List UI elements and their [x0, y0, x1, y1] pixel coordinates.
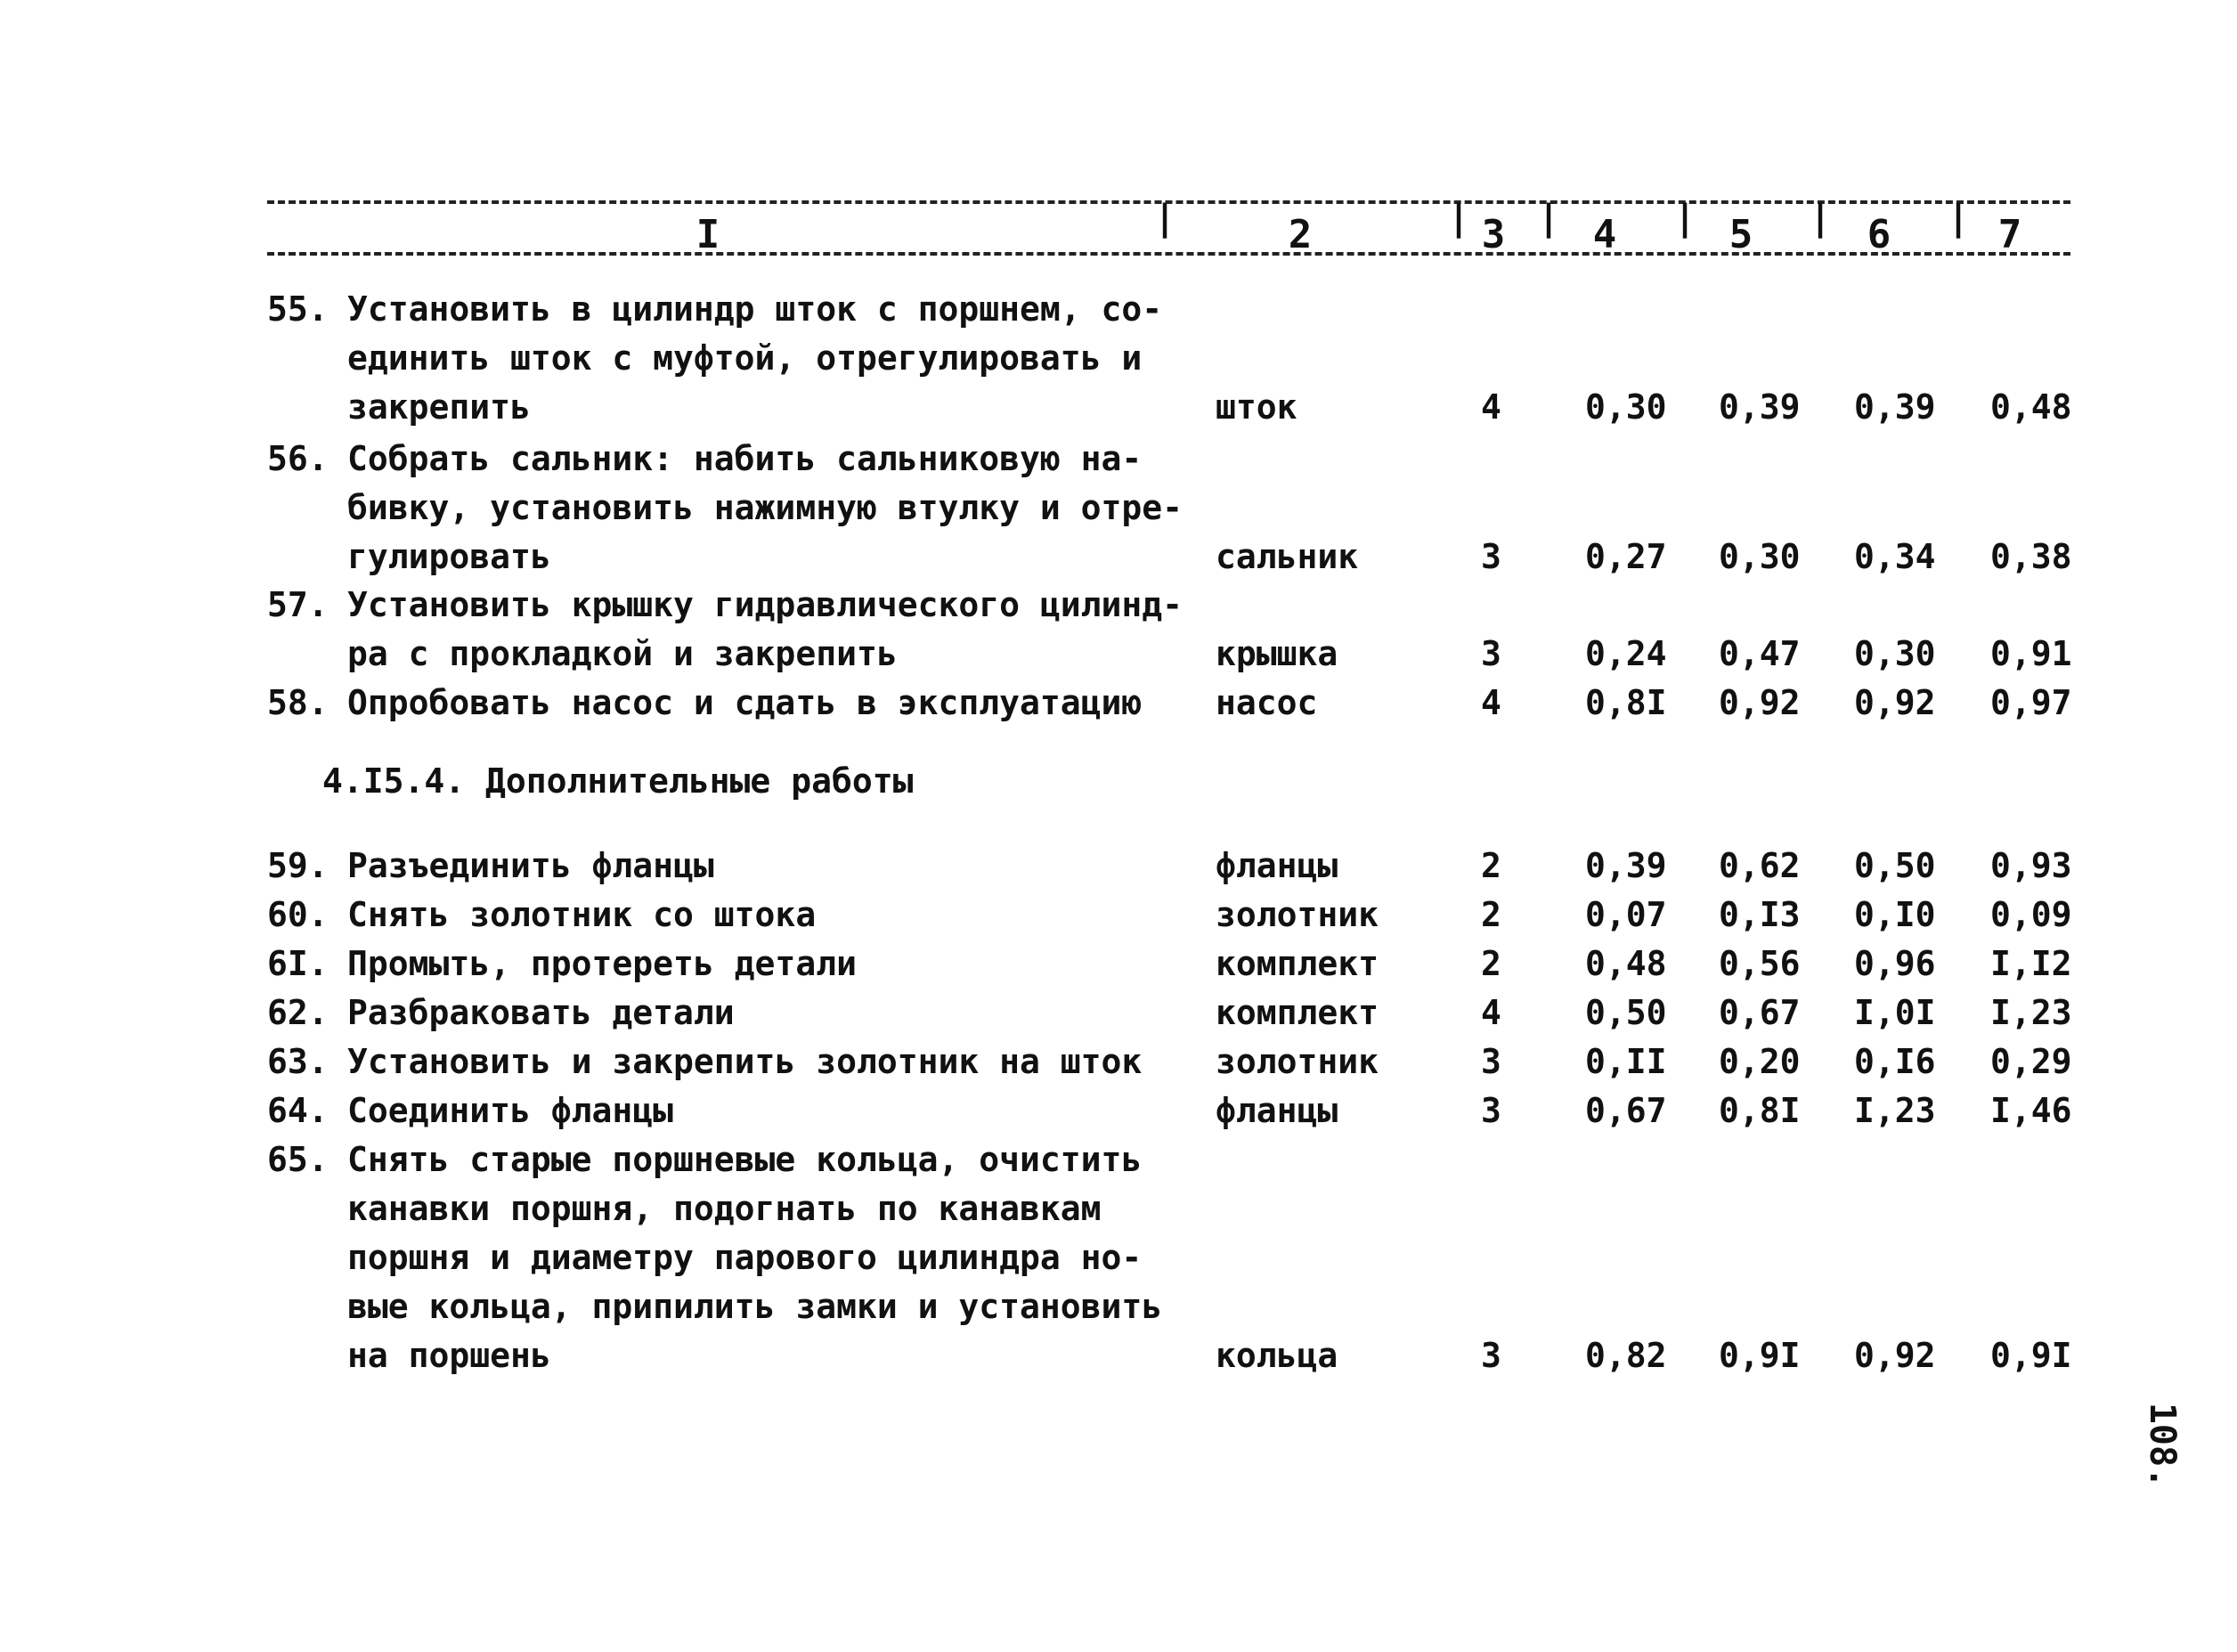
- value-col-4: 0,82: [1585, 1336, 1667, 1375]
- description-line: Разъединить фланцы: [347, 846, 714, 885]
- value-col-5: 0,I3: [1719, 895, 1801, 934]
- value-col-5: 0,56: [1719, 944, 1801, 983]
- header-col-4: 4: [1592, 212, 1617, 257]
- unit-cell: фланцы: [1216, 1091, 1338, 1130]
- count-cell: 4: [1481, 683, 1501, 722]
- row-number: 56.: [267, 439, 329, 478]
- row-description: [347, 989, 1149, 1038]
- row-description: [347, 940, 1149, 989]
- value-col-7: 0,09: [1990, 895, 2072, 934]
- count-cell: 2: [1481, 944, 1501, 983]
- description-line: Снять золотник со штока: [347, 895, 817, 934]
- value-col-4: 0,24: [1585, 634, 1667, 673]
- header-separator: |: [1674, 198, 1696, 239]
- row-number: 64.: [267, 1091, 329, 1130]
- page-number: 108.: [2142, 1402, 2184, 1489]
- value-col-7: 0,91: [1990, 634, 2072, 673]
- row-number: 63.: [267, 1042, 329, 1081]
- count-cell: 3: [1481, 1336, 1501, 1375]
- header-col-2: 2: [1288, 212, 1313, 257]
- description-line: Собрать сальник: набить сальниковую на-: [347, 439, 1143, 478]
- unit-cell: комплект: [1216, 993, 1379, 1032]
- description-line: гулировать: [347, 537, 551, 576]
- value-col-6: I,0I: [1854, 993, 1936, 1032]
- row-number: 60.: [267, 895, 329, 934]
- row-description: [347, 1086, 1149, 1135]
- value-col-7: 0,29: [1990, 1042, 2072, 1081]
- value-col-7: 0,93: [1990, 846, 2072, 885]
- value-col-6: 0,34: [1854, 537, 1936, 576]
- row-description: [347, 1135, 1163, 1380]
- header-col-7: 7: [1997, 212, 2022, 257]
- value-col-4: 0,II: [1585, 1042, 1667, 1081]
- value-col-5: 0,9I: [1719, 1336, 1801, 1375]
- value-col-6: 0,50: [1854, 846, 1936, 885]
- value-col-7: 0,38: [1990, 537, 2072, 576]
- value-col-5: 0,39: [1719, 387, 1801, 427]
- value-col-4: 0,48: [1585, 944, 1667, 983]
- header-col-5: 5: [1729, 212, 1753, 257]
- value-col-7: I,23: [1990, 993, 2072, 1032]
- row-number: 58.: [267, 683, 329, 722]
- description-line: единить шток с муфтой, отрегулировать и: [347, 338, 1143, 378]
- value-col-6: 0,I6: [1854, 1042, 1936, 1081]
- count-cell: 3: [1481, 1091, 1501, 1130]
- count-cell: 3: [1481, 537, 1501, 576]
- value-col-5: 0,92: [1719, 683, 1801, 722]
- value-col-5: 0,8I: [1719, 1091, 1801, 1130]
- value-col-5: 0,47: [1719, 634, 1801, 673]
- unit-cell: золотник: [1216, 895, 1379, 934]
- value-col-4: 0,07: [1585, 895, 1667, 934]
- description-line: Промыть, протереть детали: [347, 944, 857, 983]
- unit-cell: комплект: [1216, 944, 1379, 983]
- row-description: [347, 891, 1149, 940]
- value-col-6: 0,92: [1854, 1336, 1936, 1375]
- value-col-5: 0,67: [1719, 993, 1801, 1032]
- row-number: 55.: [267, 289, 329, 329]
- description-line: Установить и закрепить золотник на шток: [347, 1042, 1143, 1081]
- value-col-6: 0,39: [1854, 387, 1936, 427]
- row-description: [347, 285, 1163, 432]
- value-col-7: I,I2: [1990, 944, 2072, 983]
- row-description: [347, 581, 1183, 679]
- count-cell: 2: [1481, 895, 1501, 934]
- value-col-7: 0,97: [1990, 683, 2072, 722]
- header-separator: |: [1154, 198, 1176, 239]
- count-cell: 2: [1481, 846, 1501, 885]
- value-col-4: 0,67: [1585, 1091, 1667, 1130]
- value-col-6: 0,96: [1854, 944, 1936, 983]
- row-description: [347, 679, 1149, 728]
- count-cell: 3: [1481, 1042, 1501, 1081]
- value-col-5: 0,30: [1719, 537, 1801, 576]
- header-separator: |: [1538, 198, 1560, 239]
- row-description: [347, 842, 1149, 891]
- unit-cell: фланцы: [1216, 846, 1338, 885]
- value-col-7: 0,9I: [1990, 1336, 2072, 1375]
- unit-cell: крышка: [1216, 634, 1338, 673]
- description-line: поршня и диаметру парового цилиндра но-: [347, 1238, 1143, 1277]
- value-col-4: 0,27: [1585, 537, 1667, 576]
- value-col-4: 0,30: [1585, 387, 1667, 427]
- description-line: Соединить фланцы: [347, 1091, 674, 1130]
- description-line: Установить крышку гидравлического цилинд-: [347, 585, 1183, 624]
- unit-cell: кольца: [1216, 1336, 1338, 1375]
- table-header-bottom-rule: [267, 252, 2070, 256]
- value-col-5: 0,20: [1719, 1042, 1801, 1081]
- description-line: Установить в цилиндр шток с поршнем, со-: [347, 289, 1163, 329]
- row-number: 57.: [267, 585, 329, 624]
- value-col-6: 0,I0: [1854, 895, 1936, 934]
- row-number: 6I.: [267, 944, 329, 983]
- description-line: закрепить: [347, 387, 531, 427]
- value-col-6: I,23: [1854, 1091, 1936, 1130]
- header-separator: |: [1810, 198, 1832, 239]
- row-description: [347, 435, 1183, 582]
- value-col-6: 0,30: [1854, 634, 1936, 673]
- header-separator: |: [1948, 198, 1970, 239]
- section-title: 4.I5.4. Дополнительные работы: [322, 761, 914, 801]
- header-col-3: 3: [1481, 212, 1506, 257]
- unit-cell: золотник: [1216, 1042, 1379, 1081]
- value-col-7: I,46: [1990, 1091, 2072, 1130]
- count-cell: 4: [1481, 993, 1501, 1032]
- description-line: вые кольца, припилить замки и установить: [347, 1287, 1163, 1326]
- row-number: 59.: [267, 846, 329, 885]
- description-line: ра с прокладкой и закрепить: [347, 634, 898, 673]
- value-col-4: 0,50: [1585, 993, 1667, 1032]
- row-number: 62.: [267, 993, 329, 1032]
- count-cell: 4: [1481, 387, 1501, 427]
- unit-cell: насос: [1216, 683, 1318, 722]
- value-col-6: 0,92: [1854, 683, 1936, 722]
- row-number: 65.: [267, 1140, 329, 1179]
- value-col-4: 0,8I: [1585, 683, 1667, 722]
- unit-cell: сальник: [1216, 537, 1359, 576]
- description-line: на поршень: [347, 1336, 551, 1375]
- value-col-7: 0,48: [1990, 387, 2072, 427]
- header-col-6: 6: [1867, 212, 1891, 257]
- description-line: канавки поршня, подогнать по канавкам: [347, 1189, 1102, 1228]
- description-line: Разбраковать детали: [347, 993, 735, 1032]
- count-cell: 3: [1481, 634, 1501, 673]
- description-line: бивку, установить нажимную втулку и отре-: [347, 488, 1183, 527]
- description-line: Опробовать насос и сдать в эксплуатацию: [347, 683, 1143, 722]
- unit-cell: шток: [1216, 387, 1297, 427]
- value-col-5: 0,62: [1719, 846, 1801, 885]
- header-separator: |: [1448, 198, 1470, 239]
- row-description: [347, 1038, 1149, 1086]
- value-col-4: 0,39: [1585, 846, 1667, 885]
- description-line: Снять старые поршневые кольца, очистить: [347, 1140, 1143, 1179]
- header-col-1: I: [696, 212, 720, 257]
